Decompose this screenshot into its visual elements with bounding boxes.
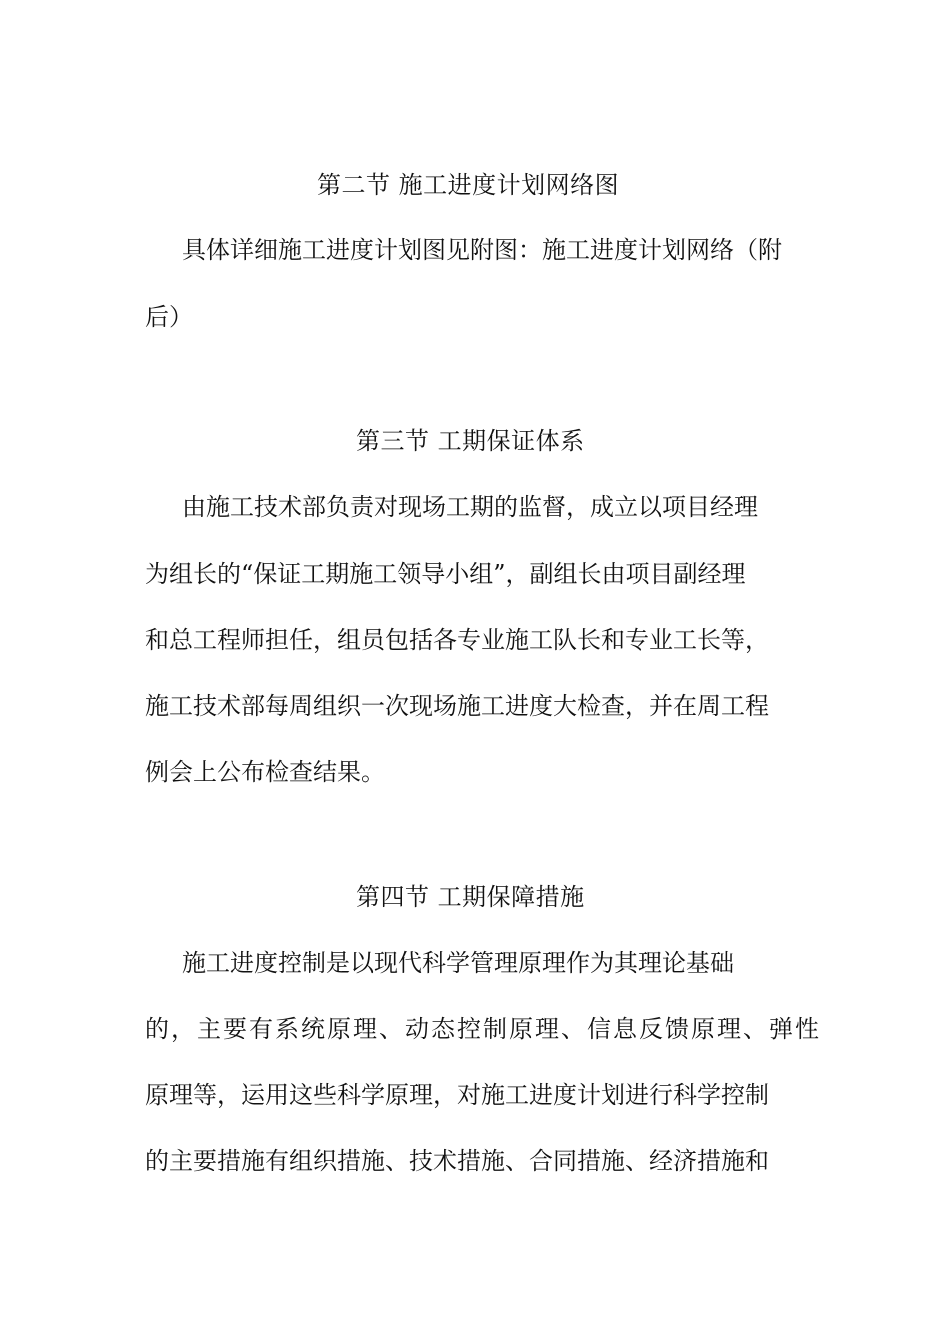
section-4-line-2: 的，主要有系统原理、动态控制原理、信息反馈原理、弹性 [145,1015,821,1043]
section-3-line-5: 例会上公布检查结果。 [145,758,385,786]
section-heading-4: 第四节 工期保障措施 [356,883,585,911]
section-heading-3: 第三节 工期保证体系 [356,427,585,455]
section-3-line-4: 施工技术部每周组织一次现场施工进度大检查，并在周工程 [145,692,769,720]
section-3-line-3: 和总工程师担任，组员包括各专业施工队长和专业工长等， [145,626,769,654]
section-4-line-4: 的主要措施有组织措施、技术措施、合同措施、经济措施和 [145,1147,769,1175]
section-4-line-3: 原理等，运用这些科学原理，对施工进度计划进行科学控制 [145,1081,769,1109]
section-heading-2: 第二节 施工进度计划网络图 [317,171,620,199]
section-3-line-1: 由施工技术部负责对现场工期的监督，成立以项目经理 [182,493,758,521]
section-2-line-1: 具体详细施工进度计划图见附图：施工进度计划网络（附 [182,236,782,264]
section-3-line-2: 为组长的“保证工期施工领导小组”，副组长由项目副经理 [145,560,746,588]
section-2-line-2: 后） [145,303,193,331]
section-4-line-1: 施工进度控制是以现代科学管理原理作为其理论基础 [182,949,734,977]
